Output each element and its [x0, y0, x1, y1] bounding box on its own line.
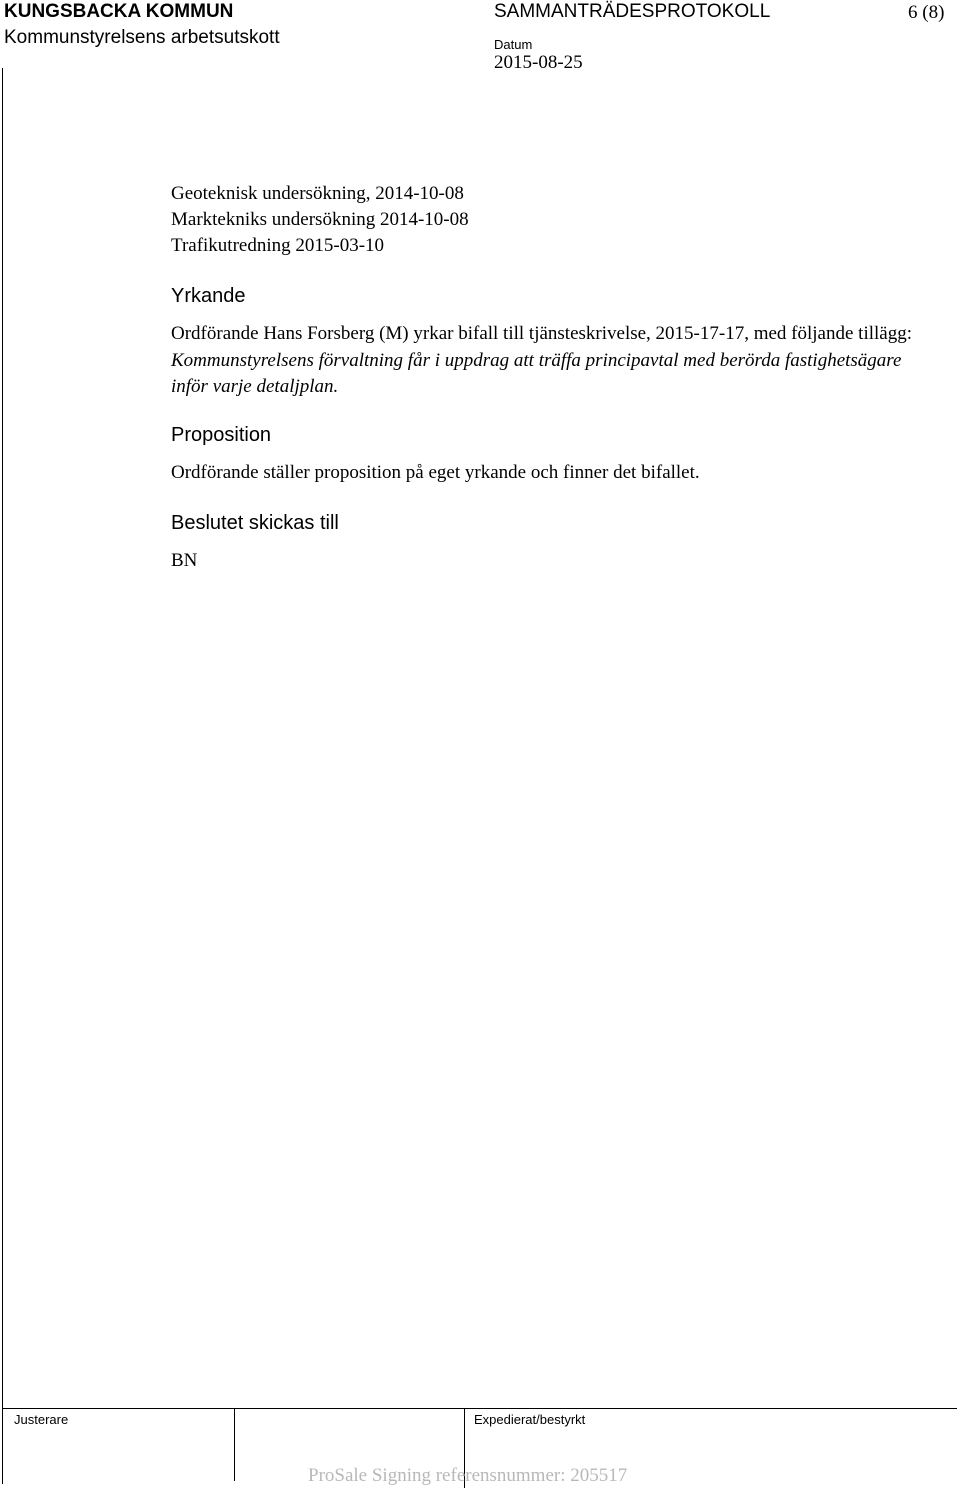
document-type: SAMMANTRÄDESPROTOKOLL	[494, 1, 771, 22]
section-heading-beslutet: Beslutet skickas till	[171, 512, 339, 534]
expedierat-label: Expedierat/bestyrkt	[474, 1412, 586, 1427]
reference-item: Trafikutredning 2015-03-10	[171, 235, 385, 256]
page-number: 6 (8)	[908, 2, 945, 23]
yrkande-addition: Kommunstyrelsens förvaltning får i uppdrag att träffa principavtal med berörda fastighetsägare inför varje detaljplan.	[171, 349, 902, 397]
organization-name: KUNGSBACKA KOMMUN	[4, 1, 234, 22]
section-heading-proposition: Proposition	[171, 424, 272, 446]
reference-item: Geoteknisk undersökning, 2014-10-08	[171, 183, 464, 204]
section-heading-yrkande: Yrkande	[171, 285, 246, 307]
yrkande-paragraph	[171, 321, 931, 401]
date-value: 2015-08-25	[494, 52, 583, 73]
footer-rule	[2, 1408, 957, 1409]
signing-watermark: ProSale Signing referensnummer: 205517	[308, 1465, 628, 1486]
recipient-text: BN	[171, 550, 198, 571]
date-label: Datum	[494, 37, 533, 52]
proposition-text: Ordförande ställer proposition på eget yrkande och finner det bifallet.	[171, 462, 700, 483]
left-margin-rule	[2, 68, 3, 1484]
committee-name: Kommunstyrelsens arbetsutskott	[4, 27, 280, 48]
footer-divider	[234, 1409, 235, 1481]
reference-item: Marktekniks undersökning 2014-10-08	[171, 209, 469, 230]
justerare-label: Justerare	[14, 1412, 69, 1427]
yrkande-text: Ordförande Hans Forsberg (M) yrkar bifall till tjänsteskrivelse, 2015-17-17, med följande tillägg:	[171, 323, 912, 344]
